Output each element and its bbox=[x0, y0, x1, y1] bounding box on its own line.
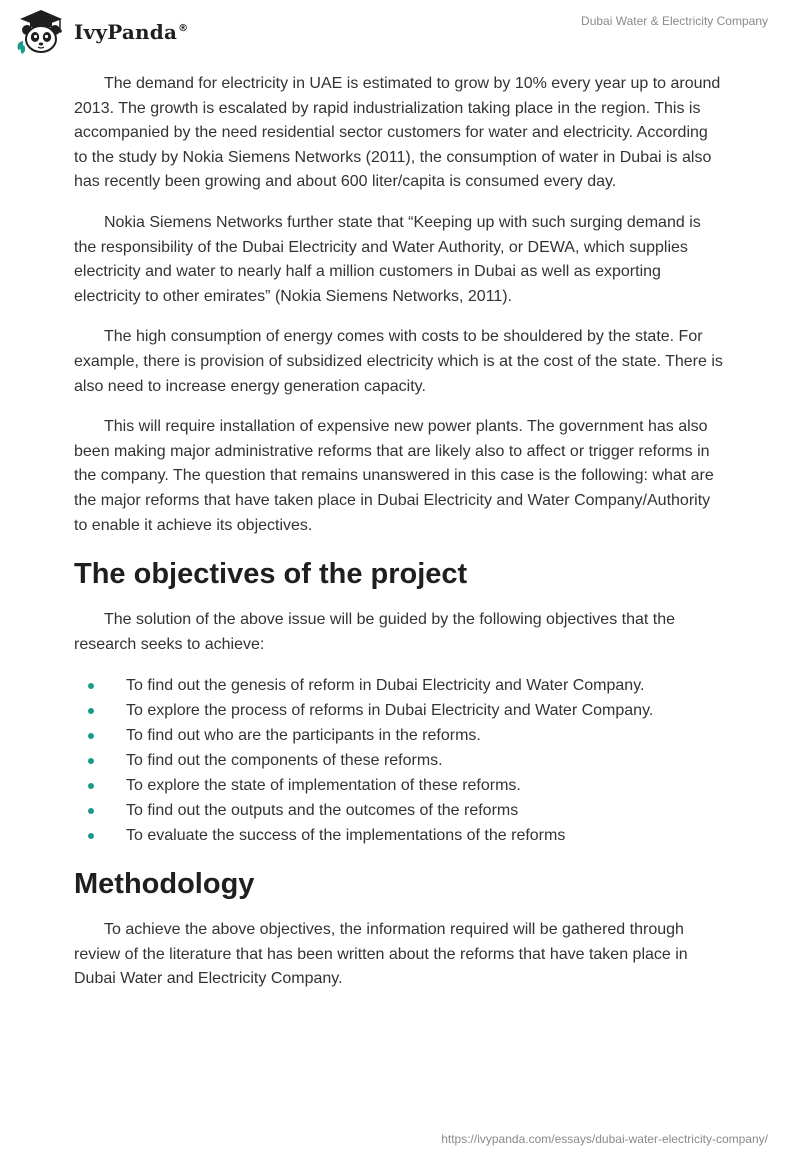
objective-text: To explore the process of reforms in Dubai Electricity and Water Company. bbox=[126, 702, 654, 720]
list-item bbox=[74, 773, 724, 798]
list-item bbox=[74, 723, 724, 748]
bullet-icon bbox=[88, 783, 94, 789]
bullet-icon bbox=[88, 733, 94, 739]
list-item bbox=[74, 673, 724, 698]
bullet-icon bbox=[88, 808, 94, 814]
bullet-icon bbox=[88, 683, 94, 689]
objectives-heading: The objectives of the project bbox=[74, 558, 468, 591]
source-url[interactable]: https://ivypanda.com/essays/dubai-water-electricity-company/ bbox=[441, 1132, 768, 1146]
list-item bbox=[74, 823, 724, 848]
intro-paragraph-1: The demand for electricity in UAE is estimated to grow by 10% every year up to around 2013. The growth is escalated by rapid industrialization taking place in the region. This is accompanied by the need residential sector customers for water and electricity. According to the study by Nokia Siemens Networks (2011), the consumption of water in Dubai is also has recently been growing and about 600 liter/capita is consumed every day. bbox=[74, 75, 721, 191]
methodology-heading: Methodology bbox=[74, 868, 255, 901]
ivypanda-logo[interactable] bbox=[14, 8, 188, 56]
bullet-icon bbox=[88, 708, 94, 714]
objectives-list bbox=[74, 673, 724, 848]
intro-paragraph-4: This will require installation of expensive new power plants. The government has also been making major administrative reforms that are likely also to affect or trigger reforms in the company. The question that remains unanswered in this case is the following: what are the major reforms that have taken place in Dubai Electricity and Water Company/Authority to enable it achieve its objectives. bbox=[74, 418, 714, 534]
list-item bbox=[74, 748, 724, 773]
page-header bbox=[0, 0, 800, 64]
list-item bbox=[74, 698, 724, 723]
methodology-paragraph: To achieve the above objectives, the information required will be gathered through review of the literature that has been written about the reforms that have taken place in Dubai Water and Electricity Company. bbox=[74, 921, 688, 988]
objective-text: To evaluate the success of the implementations of the reforms bbox=[126, 827, 566, 845]
objectives-intro: The solution of the above issue will be guided by the following objectives that the research seeks to achieve: bbox=[74, 611, 676, 653]
objective-text: To find out the outputs and the outcomes of the reforms bbox=[126, 802, 519, 820]
intro-paragraph-2: Nokia Siemens Networks further state that “Keeping up with such surging demand is the responsibility of the Dubai Electricity and Water Authority, or DEWA, which supplies electricity and water to nearly half a million customers in Dubai as well as exporting electricity to other emirates” (Nokia Siemens Networks, 2011). bbox=[74, 213, 701, 305]
panda-mascot-icon bbox=[14, 8, 68, 56]
objective-text: To find out the genesis of reform in Dubai Electricity and Water Company. bbox=[126, 677, 645, 695]
objective-text: To find out who are the participants in the reforms. bbox=[126, 727, 481, 745]
bullet-icon bbox=[88, 833, 94, 839]
running-title: Dubai Water & Electricity Company bbox=[581, 14, 768, 28]
essay-body bbox=[74, 72, 724, 1008]
registered-mark: ® bbox=[178, 23, 189, 35]
list-item bbox=[74, 798, 724, 823]
logo-wordmark: IvyPanda® bbox=[74, 20, 189, 44]
objective-text: To explore the state of implementation of these reforms. bbox=[126, 777, 521, 795]
objective-text: To find out the components of these reforms. bbox=[126, 752, 443, 770]
bullet-icon bbox=[88, 758, 94, 764]
intro-paragraph-3: The high consumption of energy comes with costs to be shouldered by the state. For example, there is provision of subsidized electricity which is at the cost of the state. There is also need to increase energy generation capacity. bbox=[74, 328, 723, 395]
